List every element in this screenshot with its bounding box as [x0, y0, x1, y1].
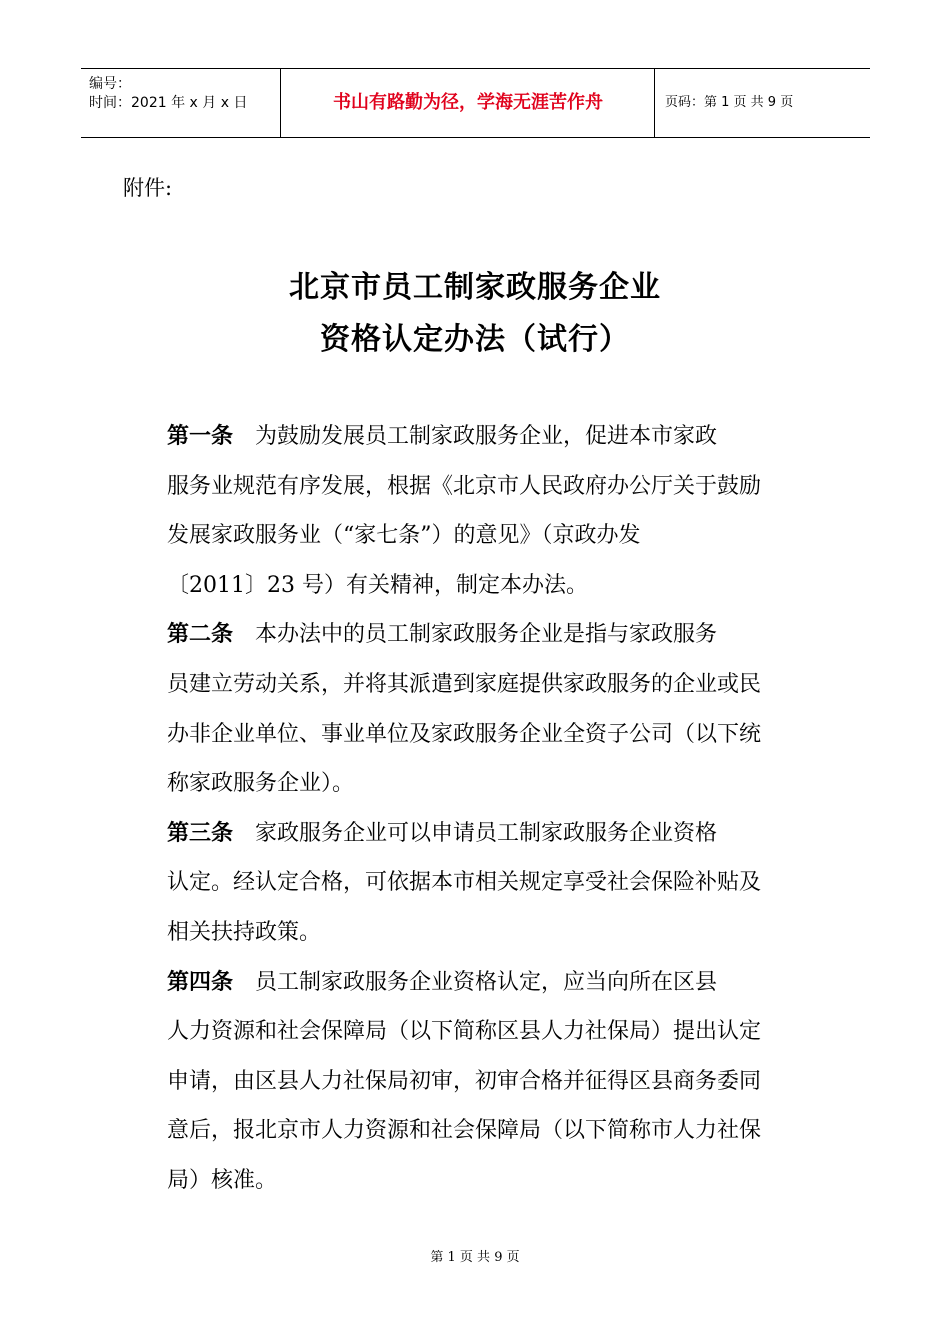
article-label: 第四条	[167, 969, 234, 995]
article-text-line: 员工制家政服务企业资格认定，应当向所在区县	[255, 969, 718, 995]
article-paragraph	[123, 610, 827, 808]
page-footer: 第 1 页 共 9 页	[430, 1250, 520, 1265]
article-text-line: 局）核准。	[167, 1167, 278, 1193]
document-title-line-2: 资格认定办法（试行）	[320, 322, 630, 357]
article-text-line: 员建立劳动关系，并将其派遣到家庭提供家政服务的企业或民	[167, 671, 762, 697]
article-label: 第一条	[167, 424, 234, 449]
article-paragraph	[123, 809, 827, 958]
article-text-line: 认定。经认定合格，可依据本市相关规定享受社会保险补贴及	[167, 870, 762, 896]
header-page-info: 页码：第 1 页 共 9 页	[665, 95, 794, 110]
article-text-line: 办非企业单位、事业单位及家政服务企业全资子公司（以下统	[167, 721, 762, 747]
document-title-line-1: 北京市员工制家政服务企业	[289, 270, 661, 305]
article-text-line: 称家政服务企业）。	[167, 771, 355, 797]
article-text-line: 相关扶持政策。	[167, 919, 322, 945]
number-label: 编号：	[89, 76, 131, 92]
article-paragraph	[123, 412, 827, 610]
article-text-line: 发展家政服务业（“家七条”）的意见》（京政办发	[167, 523, 641, 549]
article-label: 第二条	[167, 622, 234, 648]
document-header-table	[81, 68, 870, 138]
article-text-line: 意后，报北京市人力资源和社会保障局（以下简称市人力社保	[167, 1118, 762, 1144]
article-text-line: 〔2011〕23 号）有关精神，制定本办法。	[167, 572, 588, 598]
time-label: 时间：2021 年 x 月 x 日	[89, 95, 248, 111]
header-motto: 书山有路勤为径，学海无涯苦作舟	[282, 69, 655, 137]
article-text-line: 为鼓励发展员工制家政服务企业，促进本市家政	[255, 424, 718, 449]
article-paragraph	[123, 958, 827, 1206]
article-text-line: 家政服务企业可以申请员工制家政服务企业资格	[255, 820, 718, 846]
article-label: 第三条	[167, 820, 234, 846]
article-text-line: 服务业规范有序发展，根据《北京市人民政府办公厅关于鼓励	[167, 473, 762, 499]
article-text-line: 人力资源和社会保障局（以下简称区县人力社保局）提出认定	[167, 1019, 762, 1045]
document-body	[123, 412, 827, 1206]
attachment-label: 附件:	[123, 176, 173, 200]
header-meta-cell	[81, 69, 281, 137]
article-text-line: 本办法中的员工制家政服务企业是指与家政服务	[255, 622, 718, 648]
article-text-line: 申请，由区县人力社保局初审，初审合格并征得区县商务委同	[167, 1068, 762, 1094]
